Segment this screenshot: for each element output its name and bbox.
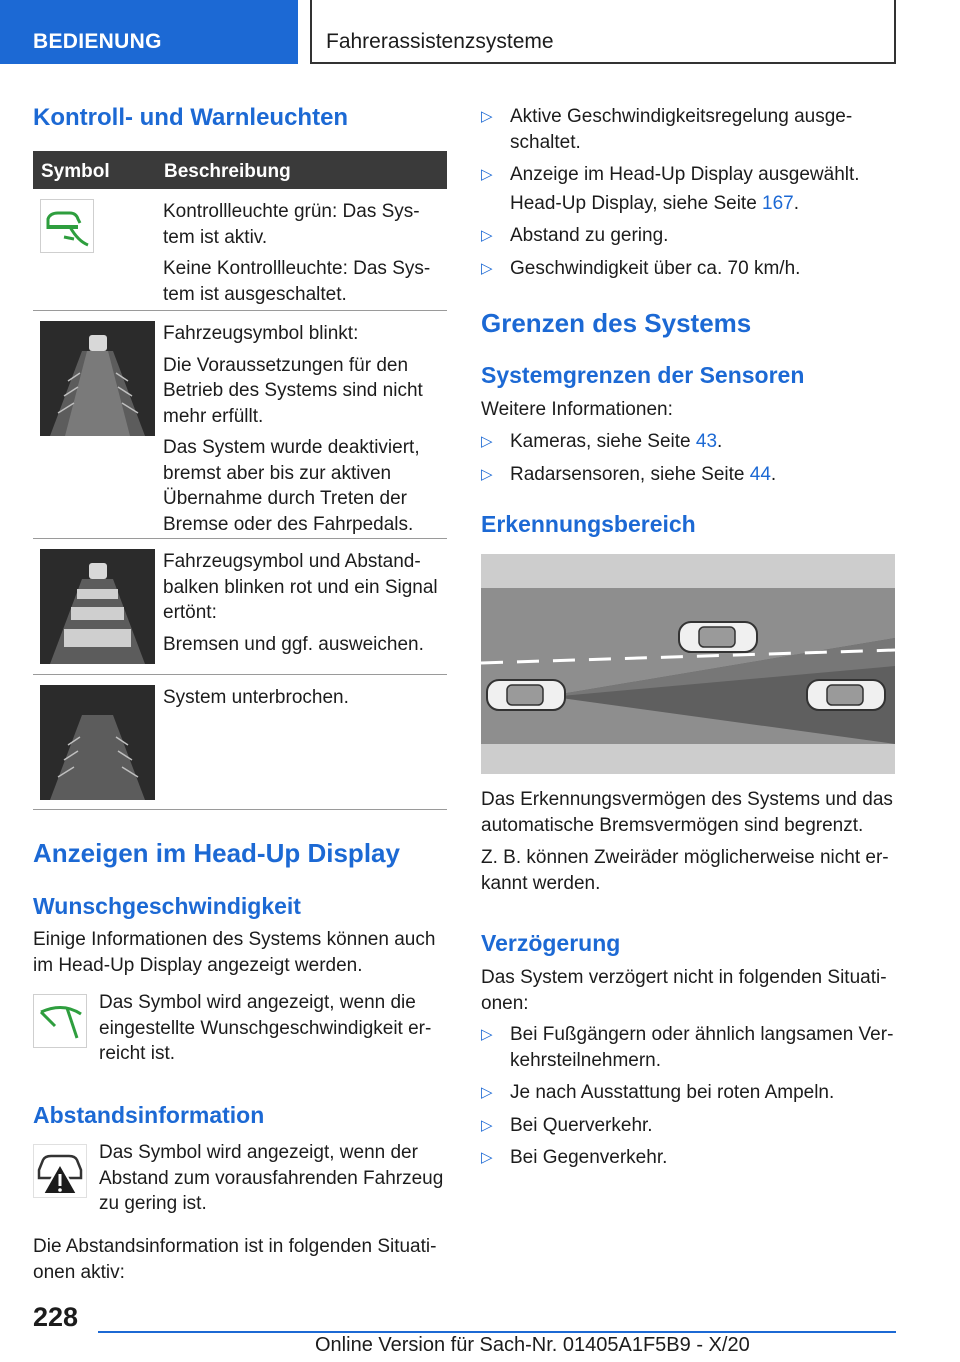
chapter-title: Fahrerassistenzsysteme <box>326 30 554 53</box>
list-item <box>481 1113 897 1139</box>
list-item <box>481 1145 897 1171</box>
heading-erkennung: Erkennungsbereich <box>481 511 696 537</box>
row-line: Fahrzeugsymbol blinkt: <box>163 323 359 344</box>
list-sensors <box>481 429 897 494</box>
list-item <box>481 1080 897 1106</box>
list-subtext <box>481 191 897 217</box>
bullet-triangle-icon: ▷ <box>481 227 493 244</box>
list-verz <box>481 1022 897 1178</box>
list-item <box>481 162 897 188</box>
bullet-triangle-icon: ▷ <box>481 1026 493 1043</box>
row-line: Fahrzeugsymbol und Abstand- balken blinken rot und ein Signal ertönt: <box>163 551 438 623</box>
list-item <box>481 429 897 455</box>
row-line: Kontrollleuchte grün: Das Sys- tem ist aktiv. <box>163 201 420 248</box>
heading-abstand: Abstandsinformation <box>33 1102 265 1128</box>
bullet-triangle-icon: ▷ <box>481 1116 493 1134</box>
heading-wunsch: Wunschgeschwindigkeit <box>33 893 301 919</box>
paragraph-abstand-aktiv: Die Abstandsinformation ist in folgenden Situati- onen aktiv: <box>33 1236 437 1283</box>
sub-text: . <box>793 192 800 214</box>
bullet-triangle-icon: ▷ <box>481 108 493 125</box>
row-description <box>163 321 447 543</box>
symbol-table <box>33 151 447 810</box>
row-line: Die Voraussetzungen für den Betrieb des Systems sind nicht mehr erfüllt. <box>163 354 423 427</box>
detection-range-diagram <box>481 554 895 779</box>
row-description <box>163 199 447 313</box>
row-line: Bremsen und ggf. ausweichen. <box>163 633 424 655</box>
list-item-text: Anzeige im Head-Up Display ausgewählt. <box>510 164 860 185</box>
list-item-text: . <box>770 463 777 485</box>
row-line: Keine Kontrollleuchte: Das Sys- tem ist ausgeschaltet. <box>163 258 431 305</box>
bullet-triangle-icon: ▷ <box>481 259 493 277</box>
heading-verz: Verzögerung <box>481 930 621 956</box>
table-row <box>33 311 447 539</box>
section-title: BEDIENUNG <box>33 30 162 53</box>
row-line: System unterbrochen. <box>163 687 349 708</box>
paragraph-abstand-icon: Das Symbol wird angezeigt, wenn der Abstand zum vorausfahrenden Fahrzeug zu gering ist. <box>99 1142 444 1214</box>
list-item <box>481 1022 897 1073</box>
list-item <box>481 462 897 488</box>
page-link-43[interactable]: 43 <box>695 431 718 452</box>
hud-lane-distance-bars-icon <box>40 549 155 669</box>
list-item-text: . <box>717 431 723 452</box>
bullet-triangle-icon: ▷ <box>481 465 493 483</box>
heading-sensoren: Systemgrenzen der Sensoren <box>481 362 805 388</box>
list-item-text: Bei Fußgängern oder ähnlich langsamen Ver- kehrsteilnehmern. <box>510 1024 894 1071</box>
footer-text: Online Version für Sach-Nr. 01405A1F5B9 - X/20 <box>315 1334 750 1356</box>
list-item <box>481 256 897 282</box>
acc-speed-green-icon <box>40 199 94 258</box>
heading-kontroll: Kontroll- und Warnleuchten <box>33 104 349 131</box>
bullet-triangle-icon: ▷ <box>481 433 493 450</box>
table-row <box>33 539 447 675</box>
bullet-triangle-icon: ▷ <box>481 166 493 183</box>
list-item-text: Aktive Geschwindigkeitsregelung ausge- schaltet. <box>510 106 853 153</box>
list-item-text: Bei Gegenverkehr. <box>510 1147 668 1168</box>
section-tab <box>0 0 298 64</box>
list-item-text: Abstand zu gering. <box>510 225 669 246</box>
table-row <box>33 675 447 810</box>
heading-grenzen: Grenzen des Systems <box>481 308 752 338</box>
paragraph-erkennung-1: Das Erkennungsvermögen des Systems und das automatische Bremsvermögen sind begrenzt. <box>481 789 893 836</box>
paragraph-weitere: Weitere Informationen: <box>481 399 673 420</box>
row-line: Das System wurde deaktiviert, bremst aber bis zur aktiven Übernahme durch Treten der Bremse oder des Fahrpedals. <box>163 437 420 535</box>
hud-distance-warning-icon <box>33 1144 87 1203</box>
page-link-44[interactable]: 44 <box>749 463 771 485</box>
list-item-text: Kameras, siehe Seite <box>510 431 696 452</box>
paragraph-wunsch-icon: Das Symbol wird angezeigt, wenn die eingestellte Wunschgeschwindigkeit er- reicht ist. <box>99 992 432 1064</box>
hud-lane-vehicle-icon <box>40 321 155 441</box>
footer-divider <box>98 1331 896 1333</box>
page-link-167[interactable]: 167 <box>762 192 794 214</box>
list-item-text: Radarsensoren, siehe Seite <box>510 463 750 485</box>
list-item-text: Bei Querverkehr. <box>510 1114 653 1136</box>
list-item <box>481 223 897 249</box>
list-item-text: Geschwindigkeit über ca. 70 km/h. <box>510 257 801 279</box>
bullet-triangle-icon: ▷ <box>481 1084 493 1101</box>
row-description <box>163 549 447 663</box>
heading-hud: Anzeigen im Head-Up Display <box>33 838 400 868</box>
sub-text: Head-Up Display, siehe Seite <box>510 192 763 214</box>
table-row <box>33 189 447 311</box>
paragraph-verz: Das System verzögert nicht in folgenden Situati- onen: <box>481 967 887 1014</box>
hud-speed-reached-icon <box>33 994 87 1053</box>
list-abstand-situations <box>481 104 897 288</box>
paragraph-wunsch: Einige Informationen des Systems können auch im Head-Up Display angezeigt werden. <box>33 929 436 976</box>
chapter-tab <box>312 0 896 64</box>
col-symbol: Symbol <box>41 161 110 182</box>
list-item <box>481 104 897 155</box>
bullet-triangle-icon: ▷ <box>481 1149 493 1166</box>
table-header <box>33 151 447 189</box>
col-description: Beschreibung <box>164 161 291 182</box>
row-description <box>163 685 447 717</box>
paragraph-erkennung-2: Z. B. können Zweiräder möglicherweise nicht er- kannt werden. <box>481 847 889 894</box>
list-item-text: Je nach Ausstattung bei roten Ampeln. <box>510 1082 835 1103</box>
page-number: 228 <box>33 1302 79 1332</box>
hud-lane-interrupted-icon <box>40 685 155 805</box>
